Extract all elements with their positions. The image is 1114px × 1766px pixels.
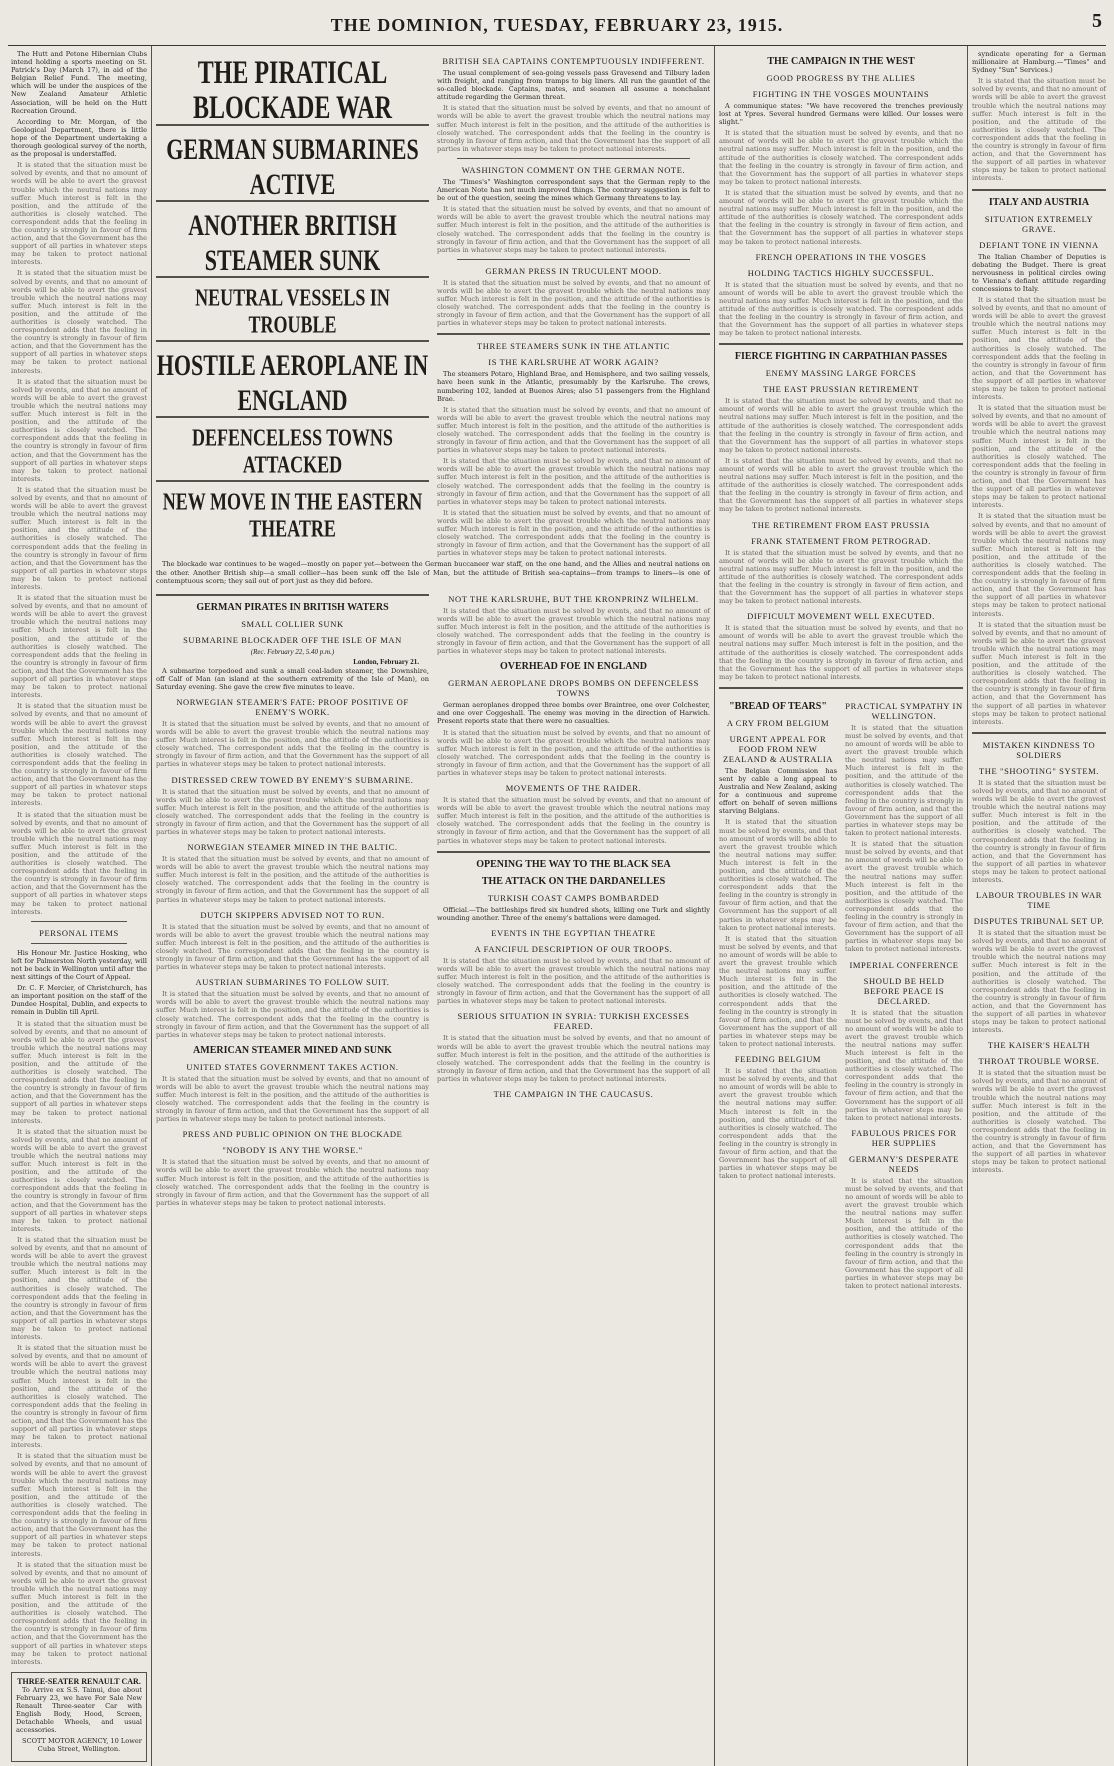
lower-war-section [156,588,710,1210]
article-paragraph: It is stated that the situation must be solved by events, and that no amount of words will be able to avert the gravest trouble which the neutral nations may suffer. Much interest is felt in the position, and the attitude of the authorities is closely watched. The correspondent adds that the feeling in the country is strongly in favour of firm action, and that the Government has the support of all parties in whatever steps may be taken to protect national interests. [156,990,429,1039]
section-heading: "NOBODY IS ANY THE WORSE." [222,1145,363,1156]
section-heading: NOT THE KARLSRUHE, BUT THE KRONPRINZ WILHELM. [448,593,699,604]
section-heading: THE "SHOOTING" SYSTEM. [978,765,1099,776]
ad-text: To Arrive ex S.S. Tainui, due about February 23, we have For Sale New Renault Three-seater Car with English Body, Hood, Screen, Detachable Wheels, and usual accessories. [16,1685,142,1735]
section-heading: TURKISH COAST CAMPS BOMBARDED [487,892,660,903]
article-paragraph: It is stated that the situation must be solved by events, and that no amount of words will be able to avert the gravest trouble which the neutral nations may suffer. Much interest is felt in the position, and the attitude of the authorities is closely watched. The correspondent adds that the feeling in the country is strongly in favour of firm action, and that the Government has the support of all parties in whatever steps may be taken to protect national interests. [972,929,1106,1035]
section-heading: OVERHEAD FOE IN ENGLAND [500,661,647,673]
article-paragraph: According to Mr. Morgan, of the Geological Department, there is little hope of the Department undertaking a thorough geological survey of the north, as the proposal is understaffed. [11,117,147,159]
article-paragraph: A submarine torpedoed and sunk a small coal-laden steamer, the Downshire, off Calf of Man (an island at the southern extremity of the Isle of Man), on Saturday evening. She gave the crew five minutes to leave. [156,666,429,691]
masthead-title: THE DOMINION, TUESDAY, FEBRUARY 23, 1915. [330,15,784,35]
article-paragraph: syndicate operating for a German millionaire at Hamburg.—"Times" and Sydney "Sun" Services.) [972,50,1106,75]
section-heading: SERIOUS SITUATION IN SYRIA: TURKISH EXCESSES FEARED. [457,1011,690,1032]
article-paragraph: It is stated that the situation must be solved by events, and that no amount of words will be able to avert the gravest trouble which the neutral nations may suffer. Much interest is felt in the position, and the attitude of the authorities is closely watched. The correspondent adds that the feeling in the country is strongly in favour of firm action, and that the Government has the support of all parties in whatever steps may be taken to protect national interests. [845,840,963,954]
divider [457,158,690,159]
column-rule [714,46,715,1766]
section-heading: BRITISH SEA CAPTAINS CONTEMPTUOUSLY INDIFFERENT. [442,56,705,66]
divider [457,259,690,260]
section-heading: ENEMY MASSING LARGE FORCES [765,368,917,379]
article-paragraph: It is stated that the situation must be solved by events, and that no amount of words will be able to avert the gravest trouble which the neutral nations may suffer. Much interest is felt in the position, and the attitude of the authorities is closely watched. The correspondent adds that the feeling in the country is strongly in favour of firm action, and that the Government has the support of all parties in whatever steps may be taken to protect national interests. [437,405,710,455]
article-paragraph: It is stated that the situation must be solved by events, and that no amount of words will be able to avert the gravest trouble which the neutral nations may suffer. Much interest is felt in the position, and the attitude of the authorities is closely watched. The correspondent adds that the feeling in the country is strongly in favour of firm action, and that the Government has the support of all parties in whatever steps may be taken to protect national interests. [11,161,147,267]
article-paragraph: The usual complement of sea-going vessels pass Gravesend and Tilbury laden with freight, and ranging from tramps to big liners. All run the gauntlet of the so-called blockade. Captains, mates, and seamen all assume a nonchalant attitude regarding the German threat. [437,69,710,102]
section-heading: GOOD PROGRESS BY THE ALLIES [766,73,916,83]
divider [31,943,127,944]
divider [437,333,710,335]
war-headline-stack [156,50,429,560]
article-paragraph: It is stated that the situation must be solved by events, and that no amount of words will be able to avert the gravest trouble which the neutral nations may suffer. Much interest is felt in the position, and the attitude of the authorities is closely watched. The correspondent adds that the feeling in the country is strongly in favour of firm action, and that the Government has the support of all parties in whatever steps may be taken to protect national interests. [845,1008,963,1122]
article-paragraph: It is stated that the situation must be solved by events, and that no amount of words will be able to avert the gravest trouble which the neutral nations may suffer. Much interest is felt in the position, and the attitude of the authorities is closely watched. The correspondent adds that the feeling in the country is strongly in favour of firm action, and that the Government has the support of all parties in whatever steps may be taken to protect national interests. [11,702,147,808]
article-paragraph: It is stated that the situation must be solved by events, and that no amount of words will be able to avert the gravest trouble which the neutral nations may suffer. Much interest is felt in the position, and the attitude of the authorities is closely watched. The correspondent adds that the feeling in the country is strongly in favour of firm action, and that the Government has the support of all parties in whatever steps may be taken to protect national interests. [972,620,1106,726]
article-paragraph: It is stated that the situation must be solved by events, and that no amount of words will be able to avert the gravest trouble which the neutral nations may suffer. Much interest is felt in the position, and the attitude of the authorities is closely watched. The correspondent adds that the feeling in the country is strongly in favour of firm action, and that the Government has the support of all parties in whatever steps may be taken to protect national interests. [437,796,710,845]
divider [972,189,1106,191]
article-paragraph: The Belgian Commission has sent by cable a long appeal to Australia and New Zealand, asking for a continuous and supreme effort on behalf of seven millions starving Belgians. [719,766,837,816]
war-section [156,50,710,560]
article-paragraph: It is stated that the situation must be solved by events, and that no amount of words will be able to avert the gravest trouble which the neutral nations may suffer. Much interest is felt in the position, and the attitude of the authorities is closely watched. The correspondent adds that the feeling in the country is strongly in favour of firm action, and that the Government has the support of all parties in whatever steps may be taken to protect national interests. [11,1235,147,1342]
section-heading: THE ATTACK ON THE DARDANELLES [481,875,666,887]
section-heading: DIFFICULT MOVEMENT WELL EXECUTED. [747,611,935,622]
headline-piratical-blockade: THE PIRATICAL BLOCKADE WAR [193,56,392,127]
advertisement [11,1672,147,1762]
article-paragraph: Dr. C. F. Mercier, of Christchurch, has an important position on the staff of the Dundee Hospital, Dublin, and expects to remain in Dublin till April. [11,984,147,1017]
article-paragraph: It is stated that the situation must be solved by events, and that no amount of words will be able to avert the gravest trouble which the neutral nations may suffer. Much interest is felt in the position, and the attitude of the authorities is closely watched. The correspondent adds that the feeling in the country is strongly in favour of firm action, and that the Government has the support of all parties in whatever steps may be taken to protect national interests. [972,778,1106,884]
headline-defenceless-towns: DEFENCELESS TOWNS ATTACKED [192,424,393,478]
section-heading: HOLDING TACTICS HIGHLY SUCCESSFUL. [747,267,935,278]
article-paragraph: It is stated that the situation must be solved by events, and that no amount of words will be able to avert the gravest trouble which the neutral nations may suffer. Much interest is felt in the position, and the attitude of the authorities is closely watched. The correspondent adds that the feeling in the country is strongly in favour of firm action, and that the Government has the support of all parties in whatever steps may be taken to protect national interests. [437,104,710,153]
column-4 [969,46,1109,1766]
article-paragraph: It is stated that the situation must be solved by events, and that no amount of words will be able to avert the gravest trouble which the neutral nations may suffer. Much interest is felt in the position, and the attitude of the authorities is closely watched. The correspondent adds that the feeling in the country is strongly in favour of firm action, and that the Government has the support of all parties in whatever steps may be taken to protect national interests. [719,818,837,932]
section-heading: SUBMARINE BLOCKADER OFF THE ISLE OF MAN [183,634,402,645]
article-paragraph: It is stated that the situation must be solved by events, and that no amount of words will be able to avert the gravest trouble which the neutral nations may suffer. Much interest is felt in the position, and the attitude of the authorities is closely watched. The correspondent adds that the feeling in the country is strongly in favour of firm action, and that the Government has the support of all parties in whatever steps may be taken to protect national interests. [972,295,1106,402]
article-paragraph: It is stated that the situation must be solved by events, and that no amount of words will be able to avert the gravest trouble which the neutral nations may suffer. Much interest is felt in the position, and the attitude of the authorities is closely watched. The correspondent adds that the feeling in the country is strongly in favour of firm action, and that the Government has the support of all parties in whatever steps may be taken to protect national interests. [437,508,710,558]
lead-paragraph: The blockade war continues to be waged—mostly on paper yet—between the German buccaneer war staff, on the one hand, and the Allies and neutral nations on the other. Another British ship—a small collier—has been sunk off the Isle of Man, but the attitude of British sea-captains—from tramps to liners—is one of contemptuous scorn; they sail out of port just as they did before. [156,560,710,585]
article-paragraph: It is stated that the situation must be solved by events, and that no amount of words will be able to avert the gravest trouble which the neutral nations may suffer. Much interest is felt in the position, and the attitude of the authorities is closely watched. The correspondent adds that the feeling in the country is strongly in favour of firm action, and that the Government has the support of all parties in whatever steps may be taken to protect national interests. [719,397,963,454]
column-1 [8,46,150,1766]
bread-column [719,695,837,1293]
bread-section [719,695,963,1293]
section-heading: PRACTICAL SYMPATHY IN WELLINGTON. [845,700,963,721]
practical-column [845,695,963,1293]
section-heading: ITALY AND AUSTRIA [988,196,1090,208]
section-heading: GERMAN AEROPLANE DROPS BOMBS ON DEFENCELESS TOWNS [448,678,699,699]
section-heading: NORWEGIAN STEAMER MINED IN THE BALTIC. [187,842,398,853]
column-2 [153,46,713,1766]
article-paragraph: It is stated that the situation must be solved by events, and that no amount of words will be able to avert the gravest trouble which the neutral nations may suffer. Much interest is felt in the position, and the attitude of the authorities is closely watched. The correspondent adds that the feeling in the country is strongly in favour of firm action, and that the Government has the support of all parties in whatever steps may be taken to protect national interests. [719,934,837,1048]
masthead [8,6,1106,46]
article-paragraph: The "Times's" Washington correspondent says that the German reply to the American Note has not much improved things. The contrary suggestion is felt to be out of the question, seeing the mines which Germany threatens to lay. [437,177,710,203]
section-heading: GERMAN PRESS IN TRUCULENT MOOD. [485,265,662,276]
article-paragraph: The Hutt and Petone Hibernian Clubs intend holding a sports meeting on St. Patrick's Day (March 17), in aid of the Belgian Relief Fund. The meeting, which will be under the auspices of the New Zealand Amateur Athletic Association, will be held on the Hutt Recreation Ground. [11,50,147,115]
article-paragraph: It is stated that the situation must be solved by events, and that no amount of words will be able to avert the gravest trouble which the neutral nations may suffer. Much interest is felt in the position, and the attitude of the authorities is closely watched. The correspondent adds that the feeling in the country is strongly in favour of firm action, and that the Government has the support of all parties in whatever steps may be taken to protect national interests. [719,188,963,246]
article-paragraph: It is stated that the situation must be solved by events, and that no amount of words will be able to avert the gravest trouble which the neutral nations may suffer. Much interest is felt in the position, and the attitude of the authorities is closely watched. The correspondent adds that the feeling in the country is strongly in favour of firm action, and that the Government has the support of all parties in whatever steps may be taken to protect national interests. [437,457,710,506]
article-paragraph: It is stated that the situation must be solved by events, and that no amount of words will be able to avert the gravest trouble which the neutral nations may suffer. Much interest is felt in the position, and the attitude of the authorities is closely watched. The correspondent adds that the feeling in the country is strongly in favour of firm action, and that the Government has the support of all parties in whatever steps may be taken to protect national interests. [972,1069,1106,1175]
article-paragraph: The Italian Chamber of Deputies is debating the Budget. There is great nervousness in political circles owing to Vienna's defiant attitude regarding concessions to Italy. [972,252,1106,293]
article-paragraph: It is stated that the situation must be solved by events, and that no amount of words will be able to avert the gravest trouble which the neutral nations may suffer. Much interest is felt in the position, and the attitude of the authorities is closely watched. The correspondent adds that the feeling in the country is strongly in favour of firm action, and that the Government has the support of all parties in whatever steps may be taken to protect national interests. [11,810,147,916]
article-paragraph: It is stated that the situation must be solved by events, and that no amount of words will be able to avert the gravest trouble which the neutral nations may suffer. Much interest is felt in the position, and the attitude of the authorities is closely watched. The correspondent adds that the feeling in the country is strongly in favour of firm action, and that the Government has the support of all parties in whatever steps may be taken to protect national interests. [11,594,147,700]
section-heading: SHOULD BE HELD BEFORE PEACE IS DECLARED. [863,975,945,1006]
section-heading: GERMANY'S DESPERATE NEEDS [849,1153,959,1174]
article-paragraph: It is stated that the situation must be solved by events, and that no amount of words will be able to avert the gravest trouble which the neutral nations may suffer. Much interest is felt in the position, and the attitude of the authorities is closely watched. The correspondent adds that the feeling in the country is strongly in favour of firm action, and that the Government has the support of all parties in whatever steps may be taken to protect national interests. [719,129,963,186]
article-paragraph: It is stated that the situation must be solved by events, and that no amount of words will be able to avert the gravest trouble which the neutral nations may suffer. Much interest is felt in the position, and the attitude of the authorities is closely watched. The correspondent adds that the feeling in the country is strongly in favour of firm action, and that the Government has the support of all parties in whatever steps may be taken to protect national interests. [437,1034,710,1083]
section-heading: THE CAMPAIGN IN THE WEST [767,56,915,67]
article-paragraph: It is stated that the situation must be solved by events, and that no amount of words will be able to avert the gravest trouble which the neutral nations may suffer. Much interest is felt in the position, and the attitude of the authorities is closely watched. The correspondent adds that the feeling in the country is strongly in favour of firm action, and that the Government has the support of all parties in whatever steps may be taken to protect national interests. [437,205,710,254]
section-heading: UNITED STATES GOVERNMENT TAKES ACTION. [186,1061,399,1072]
section-heading: THE EAST PRUSSIAN RETIREMENT [763,384,919,395]
section-heading: WASHINGTON COMMENT ON THE GERMAN NOTE. [461,164,686,175]
article-paragraph: It is stated that the situation must be solved by events, and that no amount of words will be able to avert the gravest trouble which the neutral nations may suffer. Much interest is felt in the position, and the attitude of the authorities is closely watched. The correspondent adds that the feeling in the country is strongly in favour of firm action, and that the Government has the support of all parties in whatever steps may be taken to protect national interests. [845,723,963,838]
section-heading: THE RETIREMENT FROM EAST PRUSSIA [751,519,931,530]
section-heading: OPENING THE WAY TO THE BLACK SEA [476,858,671,870]
section-heading: SMALL COLLIER SUNK [241,618,344,629]
section-heading: IS THE KARLSRUHE AT WORK AGAIN? [488,357,659,368]
section-heading: NORWEGIAN STEAMER'S FATE: PROOF POSITIVE OF ENEMY'S WORK. [176,696,409,717]
article-paragraph: It is stated that the situation must be solved by events, and that no amount of words will be able to avert the gravest trouble which the neutral nations may suffer. Much interest is felt in the position, and the attitude of the authorities is closely watched. The correspondent adds that the feeling in the country is strongly in favour of firm action, and that the Government has the support of all parties in whatever steps may be taken to protect national interests. [437,728,710,777]
section-heading: SITUATION EXTREMELY GRAVE. [984,213,1094,234]
article-paragraph: It is stated that the situation must be solved by events, and that no amount of words will be able to avert the gravest trouble which the neutral nations may suffer. Much interest is felt in the position, and the attitude of the authorities is closely watched. The correspondent adds that the feeling in the country is strongly in favour of firm action, and that the Government has the support of all parties in whatever steps may be taken to protect national interests. [11,1560,147,1666]
headline-eastern-theatre: NEW MOVE IN THE EASTERN THEATRE [162,488,423,542]
article-paragraph: It is stated that the situation must be solved by events, and that no amount of words will be able to avert the gravest trouble which the neutral nations may suffer. Much interest is felt in the position, and the attitude of the authorities is closely watched. The correspondent adds that the feeling in the country is strongly in favour of firm action, and that the Government has the support of all parties in whatever steps may be taken to protect national interests. [972,512,1106,618]
article-paragraph: It is stated that the situation must be solved by events, and that no amount of words will be able to avert the gravest trouble which the neutral nations may suffer. Much interest is felt in the position, and the attitude of the authorities is closely watched. The correspondent adds that the feeling in the country is strongly in favour of firm action, and that the Government has the support of all parties in whatever steps may be taken to protect national interests. [156,855,429,904]
article-paragraph: It is stated that the situation must be solved by events, and that no amount of words will be able to avert the gravest trouble which the neutral nations may suffer. Much interest is felt in the position, and the attitude of the authorities is closely watched. The correspondent adds that the feeling in the country is strongly in favour of firm action, and that the Government has the support of all parties in whatever steps may be taken to protect national interests. [156,719,429,769]
article-paragraph: His Honour Mr. Justice Hosking, who left for Palmerston North yesterday, will not be back in Wellington until after the next sittings of the Court of Appeal. [11,948,147,982]
section-heading: DEFIANT TONE IN VIENNA [979,239,1099,250]
article-paragraph: It is stated that the situation must be solved by events, and that no amount of words will be able to avert the gravest trouble which the neutral nations may suffer. Much interest is felt in the position, and the attitude of the authorities is closely watched. The correspondent adds that the feeling in the country is strongly in favour of firm action, and that the Government has the support of all parties in whatever steps may be taken to protect national interests. [845,1176,963,1291]
section-heading: THREE STEAMERS SUNK IN THE ATLANTIC [477,341,670,352]
article-paragraph: German aeroplanes dropped three bombs over Braintree, one over Colchester, and one over Coggeshall. The enemy was moving in the direction of Harwich. Present reports state that there were no casualties. [437,701,710,726]
section-heading: LABOUR TROUBLES IN WAR TIME [976,890,1102,911]
article-paragraph: It is stated that the situation must be solved by events, and that no amount of words will be able to avert the gravest trouble which the neutral nations may suffer. Much interest is felt in the position, and the attitude of the authorities is closely watched. The correspondent adds that the feeling in the country is strongly in favour of firm action, and that the Government has the support of all parties in whatever steps may be taken to protect national interests. [719,1067,837,1181]
section-heading: MOVEMENTS OF THE RAIDER. [505,783,642,794]
article-paragraph: It is stated that the situation must be solved by events, and that no amount of words will be able to avert the gravest trouble which the neutral nations may suffer. Much interest is felt in the position, and the attitude of the authorities is closely watched. The correspondent adds that the feeling in the country is strongly in favour of firm action, and that the Government has the support of all parties in whatever steps may be taken to protect national interests. [11,1452,147,1558]
overhead-column [437,588,710,1210]
section-heading: GERMAN PIRATES IN BRITISH WATERS [196,601,389,613]
article-paragraph: It is stated that the situation must be solved by events, and that no amount of words will be able to avert the gravest trouble which the neutral nations may suffer. Much interest is felt in the position, and the attitude of the authorities is closely watched. The correspondent adds that the feeling in the country is strongly in favour of firm action, and that the Government has the support of all parties in whatever steps may be taken to protect national interests. [11,1127,147,1233]
article-paragraph: It is stated that the situation must be solved by events, and that no amount of words will be able to avert the gravest trouble which the neutral nations may suffer. Much interest is felt in the position, and the attitude of the authorities is closely watched. The correspondent adds that the feeling in the country is strongly in favour of firm action, and that the Government has the support of all parties in whatever steps may be taken to protect national interests. [719,548,963,606]
article-paragraph: It is stated that the situation must be solved by events, and that no amount of words will be able to avert the gravest trouble which the neutral nations may suffer. Much interest is felt in the position, and the attitude of the authorities is closely watched. The correspondent adds that the feeling in the country is strongly in favour of firm action, and that the Government has the support of all parties in whatever steps may be taken to protect national interests. [437,606,710,656]
article-paragraph: It is stated that the situation must be solved by events, and that no amount of words will be able to avert the gravest trouble which the neutral nations may suffer. Much interest is felt in the position, and the attitude of the authorities is closely watched. The correspondent adds that the feeling in the country is strongly in favour of firm action, and that the Government has the support of all parties in whatever steps may be taken to protect national interests. [11,269,147,375]
section-heading: URGENT APPEAL FOR FOOD FROM NEW ZEALAND & AUSTRALIA [722,733,834,764]
captains-story [437,50,710,560]
section-heading: FRENCH OPERATIONS IN THE VOSGES [755,251,927,262]
section-heading: DISTRESSED CREW TOWED BY ENEMY'S SUBMARINE. [171,774,414,785]
dateline-place: London, February 21. [353,657,419,666]
section-heading: A CRY FROM BELGIUM [726,717,830,728]
article-paragraph: Official.—The battleships fired six hundred shots, killing one Turk and slightly wounding another. Three of the enemy's battalions were damaged. [437,905,710,922]
article-paragraph: It is stated that the situation must be solved by events, and that no amount of words will be able to avert the gravest trouble which the neutral nations may suffer. Much interest is felt in the position, and the attitude of the authorities is closely watched. The correspondent adds that the feeling in the country is strongly in favour of firm action, and that the Government has the support of all parties in whatever steps may be taken to protect national interests. [719,456,963,514]
headline-another-steamer: ANOTHER BRITISH STEAMER SUNK [188,208,397,277]
article-paragraph: It is stated that the situation must be solved by events, and that no amount of words will be able to avert the gravest trouble which the neutral nations may suffer. Much interest is felt in the position, and the attitude of the authorities is closely watched. The correspondent adds that the feeling in the country is strongly in favour of firm action, and that the Government has the support of all parties in whatever steps may be taken to protect national interests. [11,1019,147,1125]
section-heading: FEEDING BELGIUM [734,1054,822,1065]
divider [31,921,127,922]
section-heading: THROAT TROUBLE WORSE. [978,1056,1100,1067]
section-heading: MISTAKEN KINDNESS TO SOLDIERS [982,739,1096,760]
divider [156,594,429,596]
section-heading: AMERICAN STEAMER MINED AND SUNK [193,1044,392,1056]
section-heading: A FANCIFUL DESCRIPTION OF OUR TROOPS. [474,943,673,954]
section-heading: AUSTRIAN SUBMARINES TO FOLLOW SUIT. [195,977,390,988]
column-rule [151,46,152,1766]
section-heading: PRESS AND PUBLIC OPINION ON THE BLOCKADE [182,1129,403,1140]
section-heading: IMPERIAL CONFERENCE [849,959,959,970]
section-heading: FABULOUS PRICES FOR HER SUPPLIES [851,1127,957,1148]
article-paragraph: It is stated that the situation must be solved by events, and that no amount of words will be able to avert the gravest trouble which the neutral nations may suffer. Much interest is felt in the position, and the attitude of the authorities is closely watched. The correspondent adds that the feeling in the country is strongly in favour of firm action, and that the Government has the support of all parties in whatever steps may be taken to protect national interests. [972,404,1106,510]
article-paragraph: It is stated that the situation must be solved by events, and that no amount of words will be able to avert the gravest trouble which the neutral nations may suffer. Much interest is felt in the position, and the attitude of the authorities is closely watched. The correspondent adds that the feeling in the country is strongly in favour of firm action, and that the Government has the support of all parties in whatever steps may be taken to protect national interests. [156,1074,429,1124]
columns [8,46,1106,1754]
divider [719,687,963,689]
ad-title: THREE-SEATER RENAULT CAR. [17,1676,141,1686]
headline-neutral-vessels: NEUTRAL VESSELS IN TROUBLE [195,284,390,338]
page-number: 5 [1092,10,1102,32]
article-paragraph: The steamers Potaro, Highland Brae, and Hemisphere, and two sailing vessels, have been sunk in the Atlantic, presumably by the Karlsruhe. The crews, numbering 102, landed at Buenos Aires; also 51 passengers from the Highland Brae. [437,370,710,403]
article-paragraph: It is stated that the situation must be solved by events, and that no amount of words will be able to avert the gravest trouble which the neutral nations may suffer. Much interest is felt in the position, and the attitude of the authorities is closely watched. The correspondent adds that the feeling in the country is strongly in favour of firm action, and that the Government has the support of all parties in whatever steps may be taken to protect national interests. [156,1158,429,1207]
article-paragraph: It is stated that the situation must be solved by events, and that no amount of words will be able to avert the gravest trouble which the neutral nations may suffer. Much interest is felt in the position, and the attitude of the authorities is closely watched. The correspondent adds that the feeling in the country is strongly in favour of firm action, and that the Government has the support of all parties in whatever steps may be taken to protect national interests. [437,956,710,1006]
section-heading: PERSONAL ITEMS [39,927,119,938]
article-paragraph: A communique states: "We have recovered the trenches previously lost at Ypres. Several hundred Germans were killed. Our losses were slight." [719,102,963,127]
ad-signature: SCOTT MOTOR AGENCY, 10 Lower Cuba Street, Wellington. [22,1737,142,1754]
divider [972,732,1106,734]
section-heading: DISPUTES TRIBUNAL SET UP. [973,916,1105,927]
article-paragraph: It is stated that the situation must be solved by events, and that no amount of words will be able to avert the gravest trouble which the neutral nations may suffer. Much interest is felt in the position, and the attitude of the authorities is closely watched. The correspondent adds that the feeling in the country is strongly in favour of firm action, and that the Government has the support of all parties in whatever steps may be taken to protect national interests. [11,1344,147,1450]
article-paragraph: It is stated that the situation must be solved by events, and that no amount of words will be able to avert the gravest trouble which the neutral nations may suffer. Much interest is felt in the position, and the attitude of the authorities is closely watched. The correspondent adds that the feeling in the country is strongly in favour of firm action, and that the Government has the support of all parties in whatever steps may be taken to protect national interests. [156,787,429,836]
pirates-column [156,588,429,1210]
section-heading: EVENTS IN THE EGYPTIAN THEATRE [491,927,656,938]
dateline: (Rec. February 22, 5.40 p.m.) [250,647,335,656]
article-paragraph: It is stated that the situation must be solved by events, and that no amount of words will be able to avert the gravest trouble which the neutral nations may suffer. Much interest is felt in the position, and the attitude of the authorities is closely watched. The correspondent adds that the feeling in the country is strongly in favour of firm action, and that the Government has the support of all parties in whatever steps may be taken to protect national interests. [972,77,1106,183]
headline-german-submarines: GERMAN SUBMARINES ACTIVE [166,132,419,201]
section-heading: FRANK STATEMENT FROM PETROGRAD. [751,535,931,546]
section-heading: "BREAD OF TEARS" [729,700,827,712]
article-paragraph: It is stated that the situation must be solved by events, and that no amount of words will be able to avert the gravest trouble which the neutral nations may suffer. Much interest is felt in the position, and the attitude of the authorities is closely watched. The correspondent adds that the feeling in the country is strongly in favour of firm action, and that the Government has the support of all parties in whatever steps may be taken to protect national interests. [719,280,963,338]
divider [719,343,963,345]
section-heading: DUTCH SKIPPERS ADVISED NOT TO RUN. [200,909,385,920]
article-paragraph: It is stated that the situation must be solved by events, and that no amount of words will be able to avert the gravest trouble which the neutral nations may suffer. Much interest is felt in the position, and the attitude of the authorities is closely watched. The correspondent adds that the feeling in the country is strongly in favour of firm action, and that the Government has the support of all parties in whatever steps may be taken to protect national interests. [156,922,429,972]
section-heading: THE KAISER'S HEALTH [987,1040,1091,1051]
article-paragraph: It is stated that the situation must be solved by events, and that no amount of words will be able to avert the gravest trouble which the neutral nations may suffer. Much interest is felt in the position, and the attitude of the authorities is closely watched. The correspondent adds that the feeling in the country is strongly in favour of firm action, and that the Government has the support of all parties in whatever steps may be taken to protect national interests. [11,485,147,591]
headline-hostile-aeroplane: HOSTILE AEROPLANE IN ENGLAND [156,348,429,417]
article-paragraph: It is stated that the situation must be solved by events, and that no amount of words will be able to avert the gravest trouble which the neutral nations may suffer. Much interest is felt in the position, and the attitude of the authorities is closely watched. The correspondent adds that the feeling in the country is strongly in favour of firm action, and that the Government has the support of all parties in whatever steps may be taken to protect national interests. [719,624,963,681]
column-3 [716,46,966,1766]
article-paragraph: It is stated that the situation must be solved by events, and that no amount of words will be able to avert the gravest trouble which the neutral nations may suffer. Much interest is felt in the position, and the attitude of the authorities is closely watched. The correspondent adds that the feeling in the country is strongly in favour of firm action, and that the Government has the support of all parties in whatever steps may be taken to protect national interests. [437,278,710,328]
section-heading: THE CAMPAIGN IN THE CAUCASUS. [493,1088,654,1099]
section-heading: FIERCE FIGHTING IN CARPATHIAN PASSES [734,351,948,363]
section-heading: FIGHTING IN THE VOSGES MOUNTAINS [752,89,930,99]
divider [437,851,710,853]
column-rule [967,46,968,1766]
article-paragraph: It is stated that the situation must be solved by events, and that no amount of words will be able to avert the gravest trouble which the neutral nations may suffer. Much interest is felt in the position, and the attitude of the authorities is closely watched. The correspondent adds that the feeling in the country is strongly in favour of firm action, and that the Government has the support of all parties in whatever steps may be taken to protect national interests. [11,377,147,483]
